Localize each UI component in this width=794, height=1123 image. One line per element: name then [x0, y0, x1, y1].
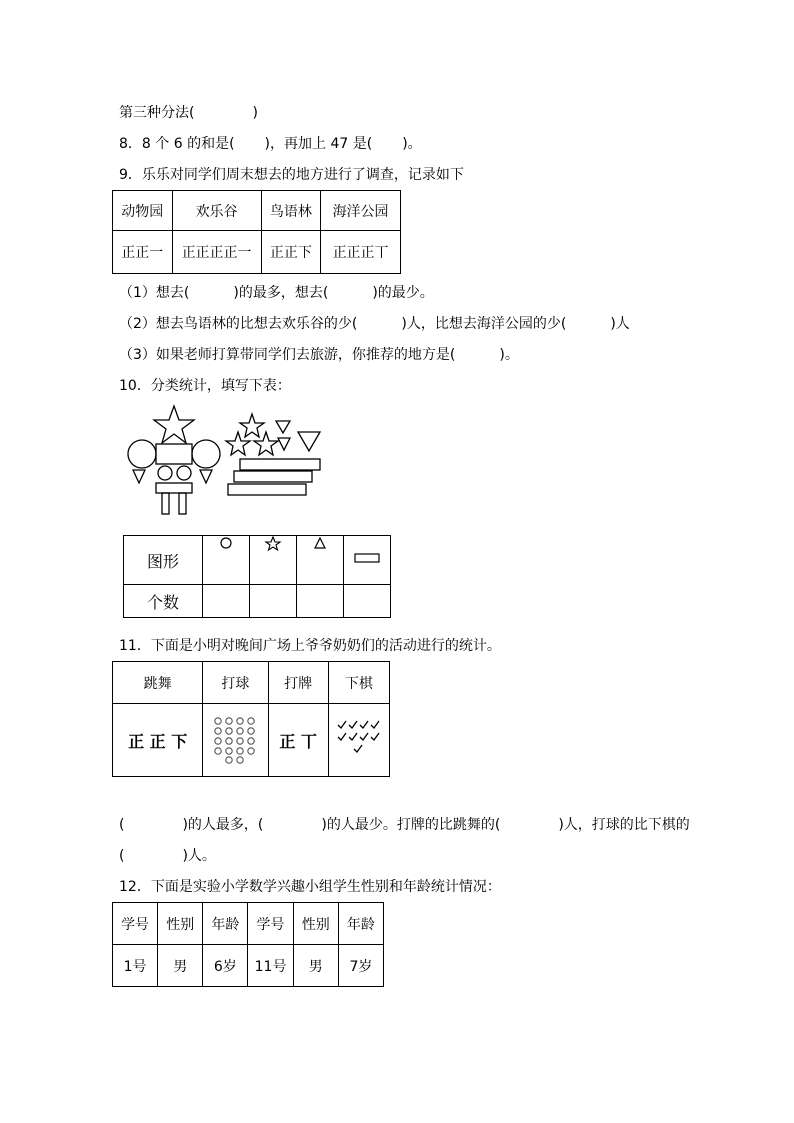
triangle-shape — [278, 438, 290, 450]
triangle-shape — [276, 421, 290, 433]
shape-count-table — [123, 535, 391, 618]
student-info-table — [112, 902, 384, 987]
table-cell: 1号 — [113, 945, 158, 987]
table-header: 海洋公园 — [321, 191, 401, 231]
question-9-part-3: （3）如果老师打算带同学们去旅游，你推荐的地方是( )。 — [119, 347, 519, 363]
rectangle-shape — [234, 471, 312, 482]
destination-survey-table — [112, 190, 401, 274]
triangle-shape — [298, 432, 320, 451]
rectangle-icon — [344, 536, 391, 585]
count-input-cell[interactable] — [203, 585, 250, 618]
rectangle-shape — [240, 459, 320, 470]
rectangle-shape — [156, 483, 192, 493]
table-header: 动物园 — [113, 191, 173, 231]
table-cell: 6岁 — [203, 945, 248, 987]
question-10-title: 10．分类统计，填写下表： — [119, 378, 291, 394]
table-header: 学号 — [113, 903, 158, 945]
triangle-icon — [297, 536, 344, 585]
count-input-cell[interactable] — [250, 585, 297, 618]
tally-cell: 正正正正⼀ — [172, 231, 261, 274]
table-header: 欢乐谷 — [172, 191, 261, 231]
cards-tally: 正 丅 — [268, 704, 328, 777]
table-header: 年龄 — [338, 903, 383, 945]
ball-circles-cell — [203, 704, 268, 777]
question-9-title: 9．乐乐对同学们周末想去的地方进行了调查，记录如下 — [119, 167, 464, 183]
question-9-part-2: （2）想去鸟语林的比想去欢乐谷的少( )人，比想去海洋公园的少( )人 — [119, 316, 630, 332]
table-header: 跳舞 — [113, 662, 203, 704]
circle-tally-icon — [213, 716, 257, 760]
rectangle-shape — [179, 493, 186, 514]
table-header: 学号 — [248, 903, 293, 945]
question-11-title: 11．下面是小明对晚间广场上爷爷奶奶们的活动进行的统计。 — [119, 638, 501, 654]
question-9-part-1: （1）想去( )的最多，想去( )的最少。 — [119, 285, 434, 301]
row-label-shape: 图形 — [124, 536, 203, 585]
triangle-shape — [133, 470, 145, 483]
table-header: 性别 — [158, 903, 203, 945]
star-shape — [154, 406, 194, 443]
tally-cell: 正正⼀ — [113, 231, 173, 274]
question-11-line-1: ( )的人最多，( )的人最少。打牌的比跳舞的( )人，打球的比下棋的 — [119, 817, 690, 833]
table-header: 性别 — [293, 903, 338, 945]
question-11-line-2: ( )人。 — [119, 848, 216, 864]
rectangle-shape — [156, 444, 192, 464]
method-3-line: 第三种分法( ) — [119, 105, 258, 121]
table-header: 打牌 — [268, 662, 328, 704]
star-shape — [240, 414, 264, 437]
rectangle-shape — [228, 484, 306, 495]
chess-checks-cell — [328, 704, 389, 777]
tally-cell: 正正下 — [261, 231, 321, 274]
question-12-title: 12．下面是实验小学数学兴趣小组学生性别和年龄统计情况： — [119, 879, 501, 895]
table-header: 下棋 — [328, 662, 389, 704]
activity-tally-table — [112, 661, 390, 777]
circle-shape — [192, 440, 220, 468]
question-8: 8．8 个 6 的和是( )，再加上 47 是( )。 — [119, 136, 422, 152]
star-icon — [250, 536, 297, 585]
table-cell: 男 — [293, 945, 338, 987]
tally-cell: 正正正丅 — [321, 231, 401, 274]
method-3-label: 第三种分法( — [119, 105, 195, 121]
table-cell: 男 — [158, 945, 203, 987]
circle-icon — [203, 536, 250, 585]
table-cell: 11号 — [248, 945, 293, 987]
table-header: 打球 — [203, 662, 268, 704]
count-input-cell[interactable] — [297, 585, 344, 618]
rectangle-shape — [162, 493, 169, 514]
shapes-figure — [120, 404, 330, 519]
circle-shape — [158, 466, 172, 480]
table-header: 鸟语林 — [261, 191, 321, 231]
table-cell: 7岁 — [338, 945, 383, 987]
count-input-cell[interactable] — [344, 585, 391, 618]
triangle-shape — [200, 470, 212, 483]
circle-shape — [128, 440, 156, 468]
row-label-count: 个数 — [124, 585, 203, 618]
circle-shape — [177, 466, 191, 480]
dance-tally: 正 正 下 — [113, 704, 203, 777]
table-header: 年龄 — [203, 903, 248, 945]
check-tally-icon — [337, 720, 381, 756]
